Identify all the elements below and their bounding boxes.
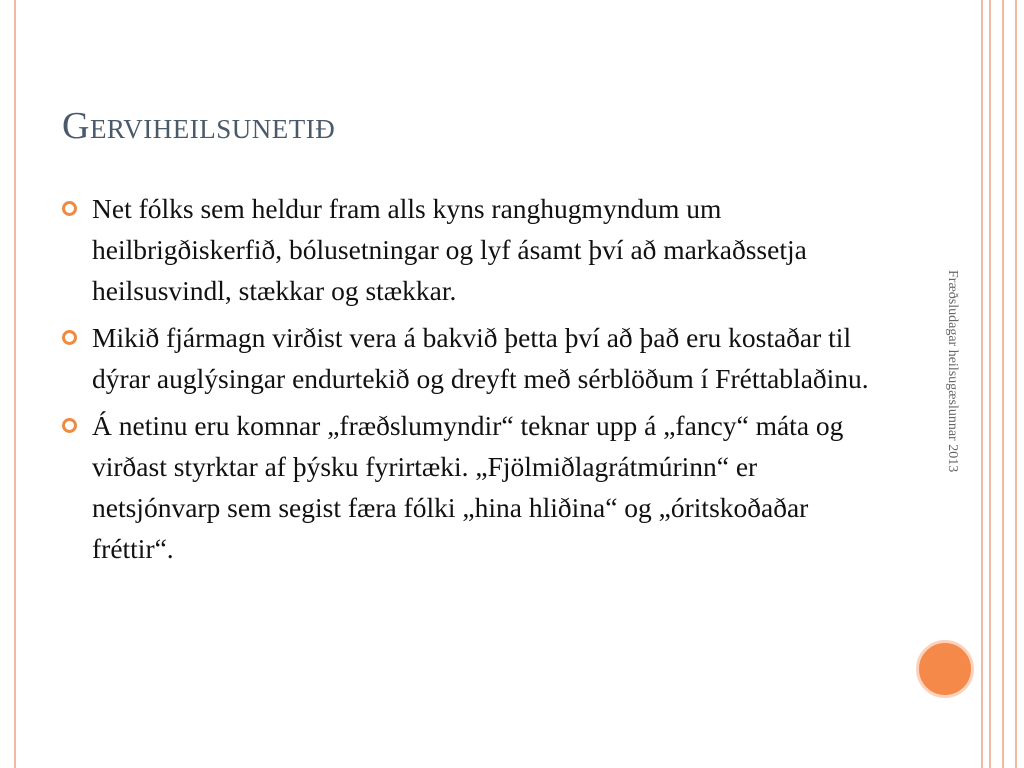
bullet-text: Á netinu eru komnar „fræðslumyndir“ teknar upp á „fancy“ máta og virðast styrktar af þýsku fyrirtæki. „Fjölmiðlagrátmúrinn“ er netsjónvarp sem segist færa fólki „hina hliðina“ og „óritskoðaðar fréttir“. [92,410,844,564]
frame-line-right-3 [1002,0,1004,768]
bullet-circle-icon [62,330,77,345]
bullet-text: Net fólks sem heldur fram alls kyns ranghugmyndum um heilbrigðiskerfið, bólusetningar og lyf ásamt því að markaðssetja heilsusvindl, stækkar og stækkar. [92,193,807,306]
slide-title: Gerviheilsunetið [62,105,336,147]
frame-line-right-4 [1015,0,1017,768]
frame-line-left [14,0,16,768]
bullet-circle-icon [62,201,77,216]
frame-line-right-2 [989,0,991,768]
bullet-circle-icon [62,418,77,433]
bullet-item [62,405,892,569]
bullet-item [62,188,892,311]
bullet-item [62,317,892,399]
bullet-list [62,188,892,575]
side-caption-text: Fræðsludagar heilsugæslunnar 2013 [945,270,960,473]
frame-line-right-1 [981,0,983,768]
bullet-text: Mikið fjármagn virðist vera á bakvið þetta því að það eru kostaðar til dýrar auglýsingar endurtekið og dreyft með sérblöðum í Fréttablaðinu. [92,322,869,394]
decorative-circle-icon [916,640,974,698]
side-caption [944,270,974,570]
